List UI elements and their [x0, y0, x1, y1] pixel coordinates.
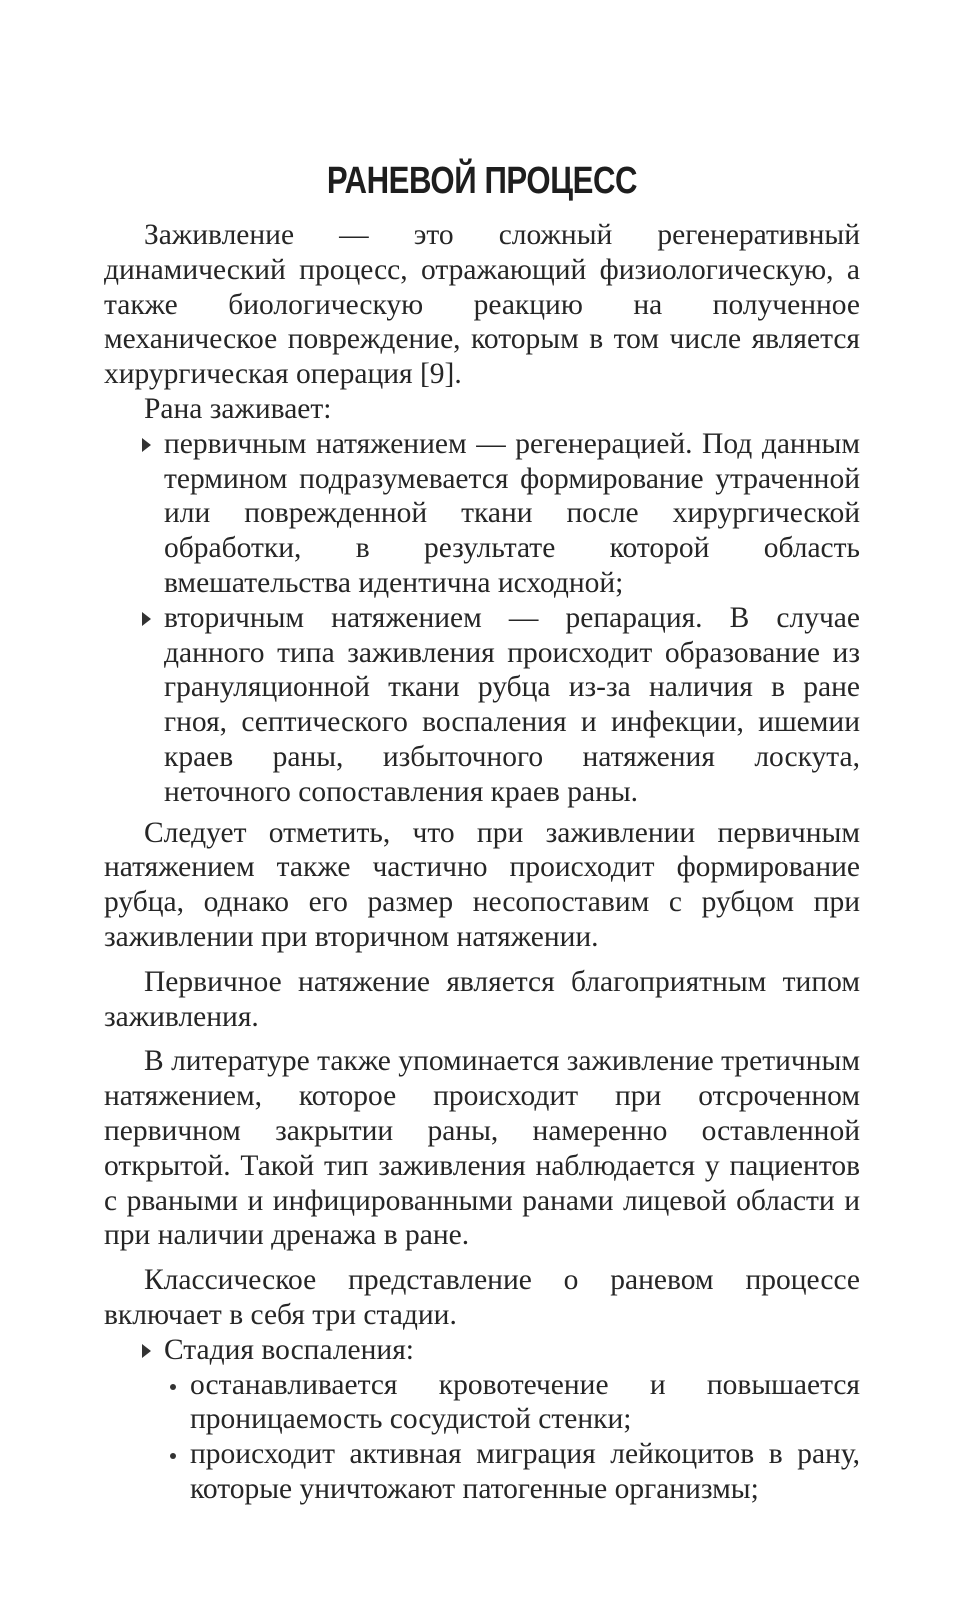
list-item-text: первичным натяжением — регенерацией. Под данным термином подразумевается формирование утраченной или поврежденной ткани после хирургической обработки, в результате которой область вмешательства идентична исходной;: [164, 427, 860, 599]
list-item: [104, 1333, 860, 1368]
triangle-bullet-icon: [142, 1344, 151, 1358]
section-title: РАНЕВОЙ ПРОЦЕСС: [326, 160, 638, 202]
triangle-bullet-icon: [142, 438, 151, 452]
list-item: [104, 427, 860, 601]
healing-types-list: [104, 427, 860, 810]
paragraph-wound-heals: Рана заживает:: [144, 392, 332, 425]
paragraph-note: Следует отметить, что при заживлении первичным натяжением также частично происходит формирование рубца, однако его размер несопоставим с рубцом при заживлении при вторичном натяжении.: [104, 816, 860, 953]
stage-label: Стадия воспаления:: [164, 1333, 414, 1366]
document-page: [104, 156, 860, 1507]
stages-list: [104, 1333, 860, 1368]
list-item: [104, 1368, 860, 1438]
list-item-text: происходит активная миграция лейкоцитов в рану, которые уничтожают патогенные организмы;: [190, 1438, 860, 1505]
list-item-text: вторичным натяжением — репарация. В случае данного типа заживления происходит образование из грануляционной ткани рубца из-за наличия в ране гноя, септического воспаления и инфекции, ишемии краев раны, избыточного натяжения лоскута, неточного сопоставления краев раны.: [164, 601, 860, 808]
triangle-bullet-icon: [142, 612, 151, 626]
stage-sub-list: [104, 1368, 860, 1507]
list-item-text: останавливается кровотечение и повышается проницаемость сосудистой стенки;: [190, 1368, 860, 1436]
paragraph-stages-intro: Классическое представление о раневом процессе включает в себя три стадии.: [104, 1264, 860, 1331]
list-item: [104, 601, 860, 810]
paragraph-healing-definition: Заживление — это сложный регенеративный динамический процесс, отражающий физиологическую, а также биологическую реакцию на полученное механическое повреждение, которым в том числе является хирургическая операция [9].: [104, 219, 860, 391]
dot-bullet-icon: [170, 1453, 176, 1459]
dot-bullet-icon: [170, 1384, 176, 1390]
list-item: [104, 1437, 860, 1507]
paragraph-tertiary: В литературе также упоминается заживление третичным натяжением, которое происходит при отсроченном первичном закрытии раны, намеренно оставленной открытой. Такой тип заживления наблюдается у пациентов с рваными и инфицированными ранами лицевой области и при наличии дренажа в ране.: [104, 1045, 860, 1252]
paragraph-primary-favorable: Первичное натяжение является благоприятным типом заживления.: [104, 965, 860, 1033]
